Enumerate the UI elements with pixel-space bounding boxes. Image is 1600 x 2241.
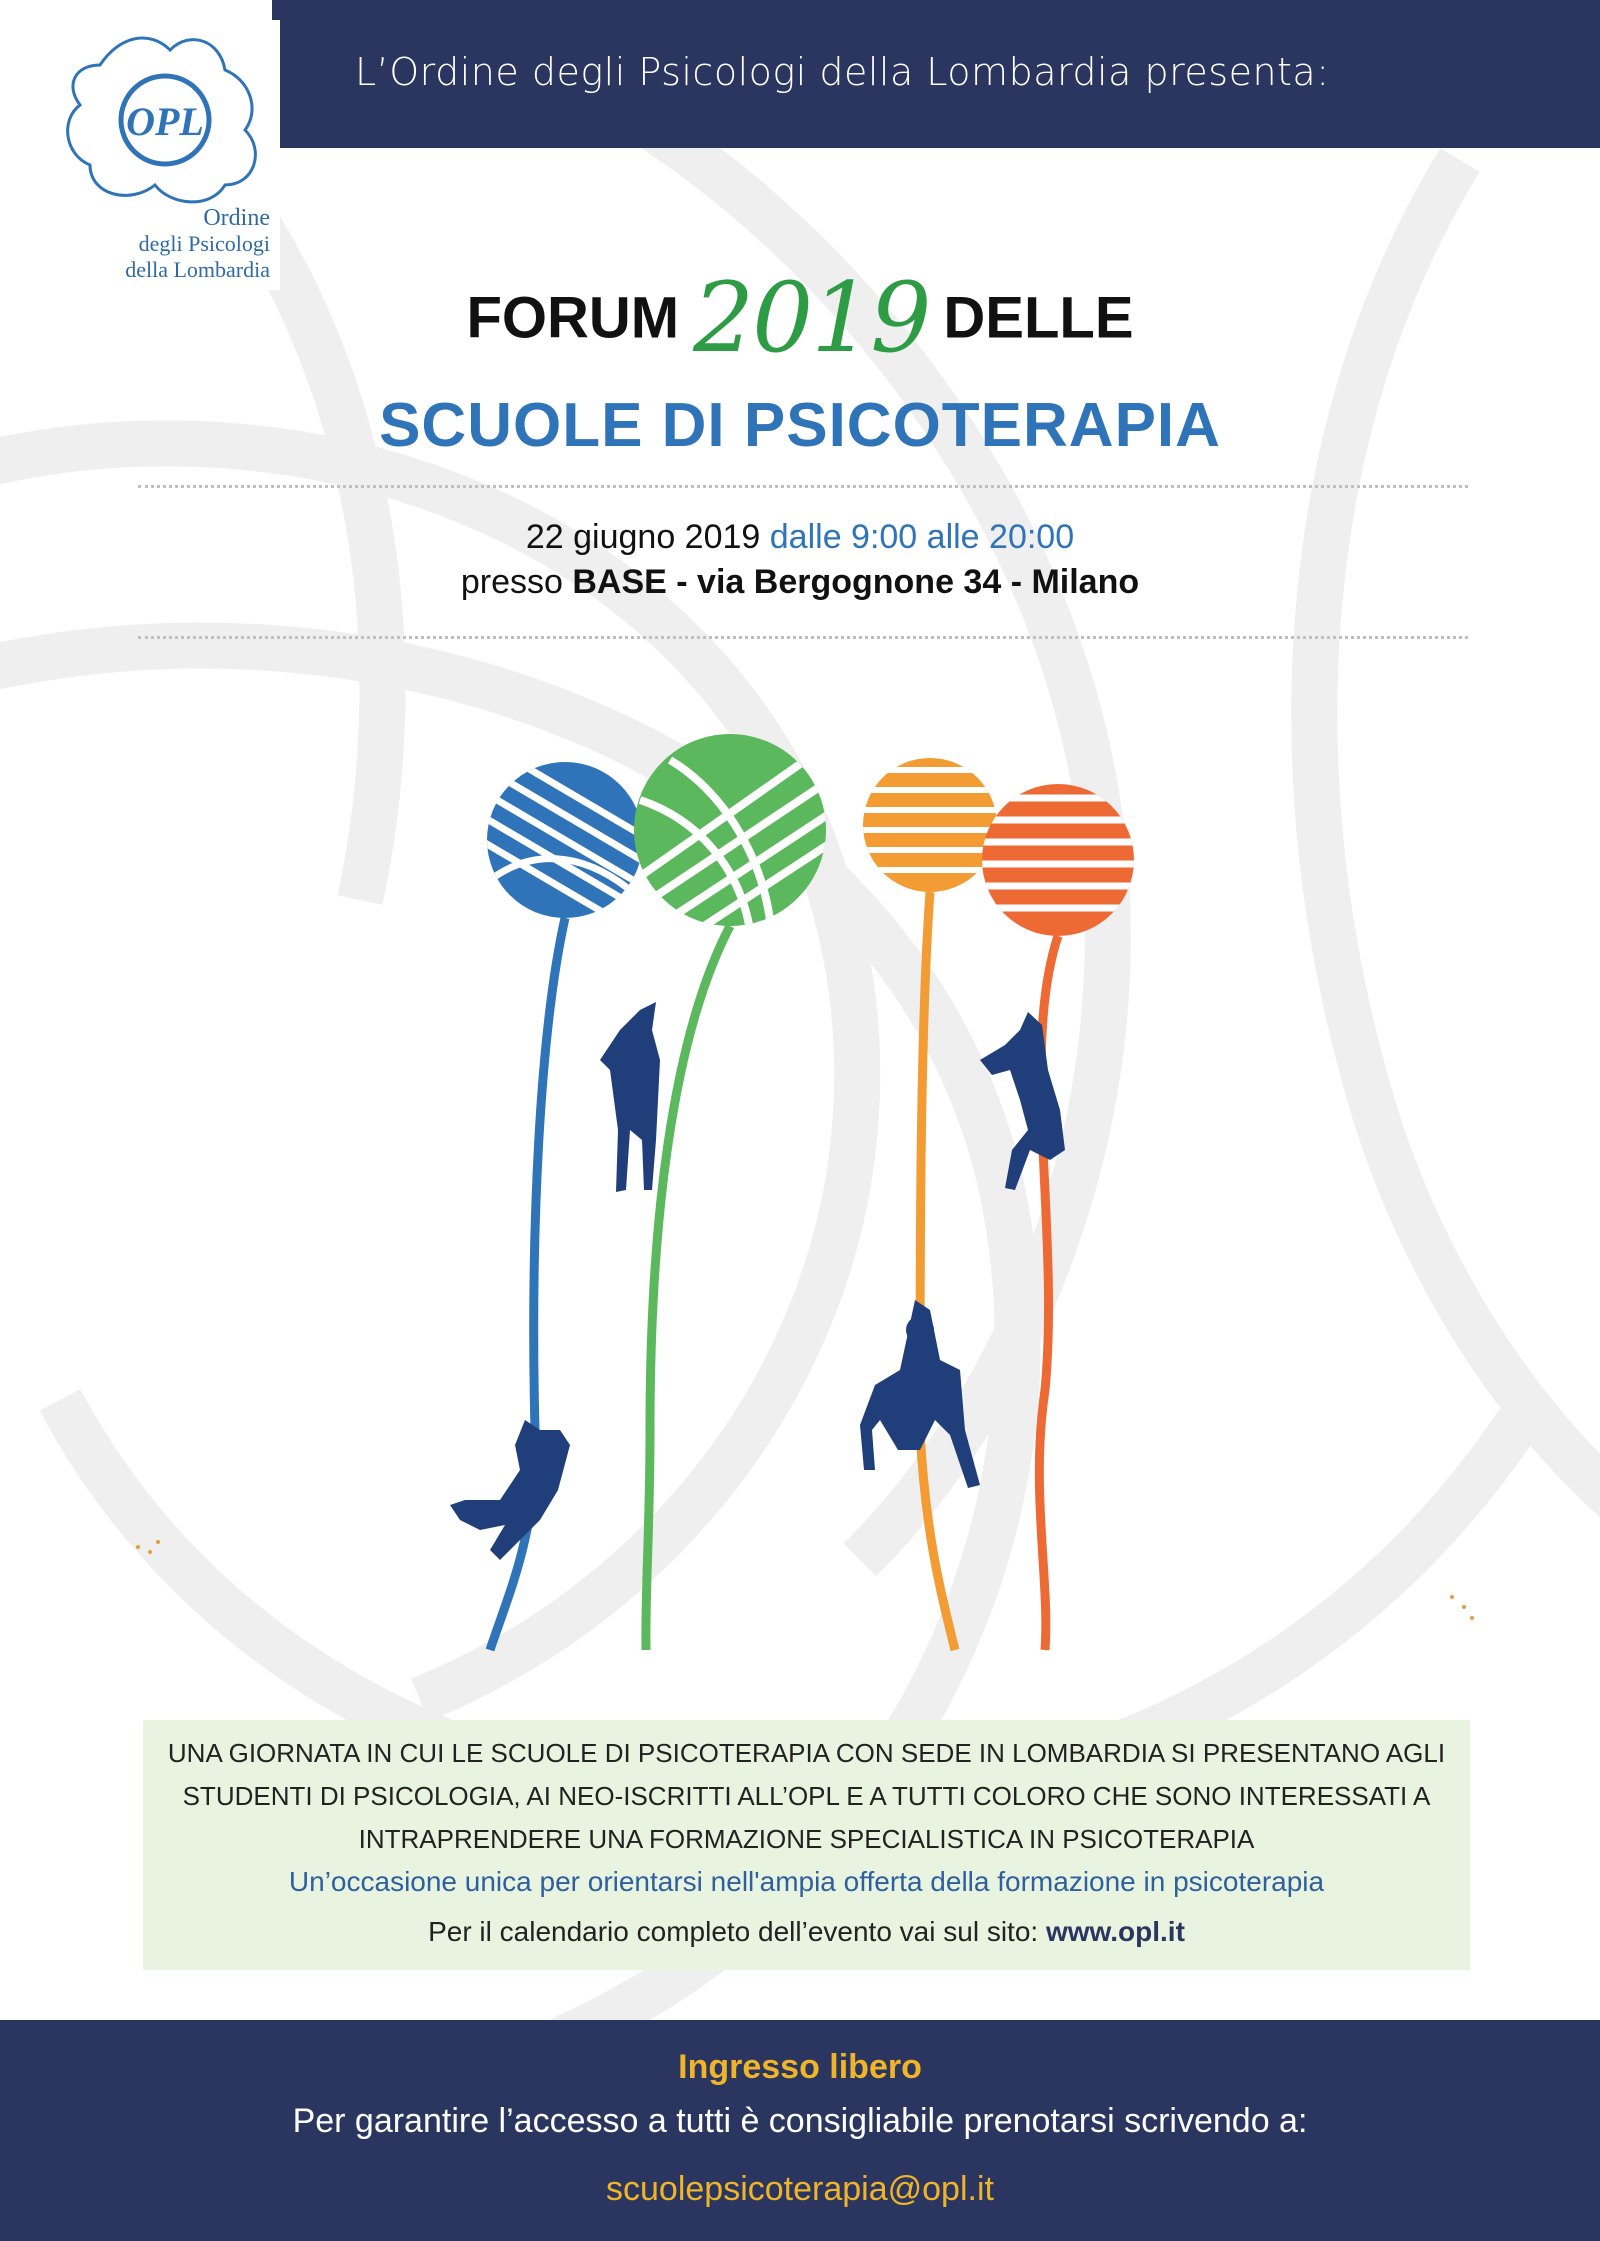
info-site-line <box>143 1916 1470 1948</box>
info-line-1: UNA GIORNATA IN CUI LE SCUOLE DI PSICOTERAPIA CON SEDE IN LOMBARDIA SI PRESENTANO AGLI <box>167 1738 1446 1768</box>
red-orange-yarn-ball <box>980 784 1140 936</box>
sparkle-left <box>136 1545 140 1549</box>
event-venue-line <box>0 563 1600 602</box>
info-site-text: Per il calendario completo dell’evento vai sul sito: <box>428 1916 1039 1947</box>
opl-logo <box>50 20 280 290</box>
event-time: dalle 9:00 alle 20:00 <box>769 518 1075 556</box>
forum-title <box>0 262 1600 374</box>
logo-name-line2: degli Psicologi <box>138 231 270 256</box>
sparkle-right-2 <box>1462 1605 1466 1609</box>
sparkle-right-3 <box>1470 1616 1474 1620</box>
logo-name-line3: della Lombardia <box>125 257 270 282</box>
info-line-2: STUDENTI DI PSICOLOGIA, AI NEO-ISCRITTI ALL’OPL E A TUTTI COLORO CHE SONO INTERESSATI A <box>182 1781 1431 1811</box>
green-yarn-ball <box>634 734 835 955</box>
divider-bottom <box>138 636 1468 639</box>
orange-yarn-ball <box>860 758 1000 892</box>
info-subtitle: Un’occasione unica per orientarsi nell'ampia offerta della formazione in psicoterapia <box>288 1866 1325 1897</box>
divider-top <box>138 485 1468 488</box>
booking-advice: Per garantire l’accesso a tutti è consigliabile prenotarsi scrivendo a: <box>292 2102 1308 2140</box>
info-box <box>143 1720 1470 1970</box>
booking-email-link[interactable]: scuolepsicoterapia@opl.it <box>606 2170 994 2208</box>
footer-bar <box>0 2020 1600 2241</box>
info-line-3: INTRAPRENDERE UNA FORMAZIONE SPECIALISTICA IN PSICOTERAPIA <box>358 1824 1255 1854</box>
opl-logo-icon <box>60 25 270 205</box>
sparkle-left-3 <box>156 1540 160 1544</box>
title-word-delle: DELLE <box>943 285 1134 351</box>
info-description <box>143 1732 1470 1861</box>
presenter-text: L’Ordine degli Psicologi della Lombardia presenta: <box>355 50 1330 94</box>
logo-name-line1: Ordine <box>203 205 270 231</box>
venue-prefix: presso <box>460 563 563 601</box>
title-subtitle: SCUOLE DI PSICOTERAPIA <box>379 391 1221 460</box>
blue-yarn-ball <box>480 740 650 940</box>
venue-name: BASE - via Bergognone 34 - Milano <box>572 563 1140 601</box>
logo-monogram: OPL <box>126 99 204 144</box>
sparkle-right <box>1450 1595 1454 1599</box>
event-date: 22 giugno 2019 <box>525 518 761 556</box>
free-entry-label: Ingresso libero <box>678 2048 922 2086</box>
sparkle-left-2 <box>148 1550 152 1554</box>
balloon-climbers-illustration <box>420 730 1180 1670</box>
event-date-line <box>0 518 1600 557</box>
title-word-forum: FORUM <box>466 285 680 351</box>
site-link[interactable]: www.opl.it <box>1045 1916 1185 1947</box>
title-year: 2019 <box>693 262 930 374</box>
